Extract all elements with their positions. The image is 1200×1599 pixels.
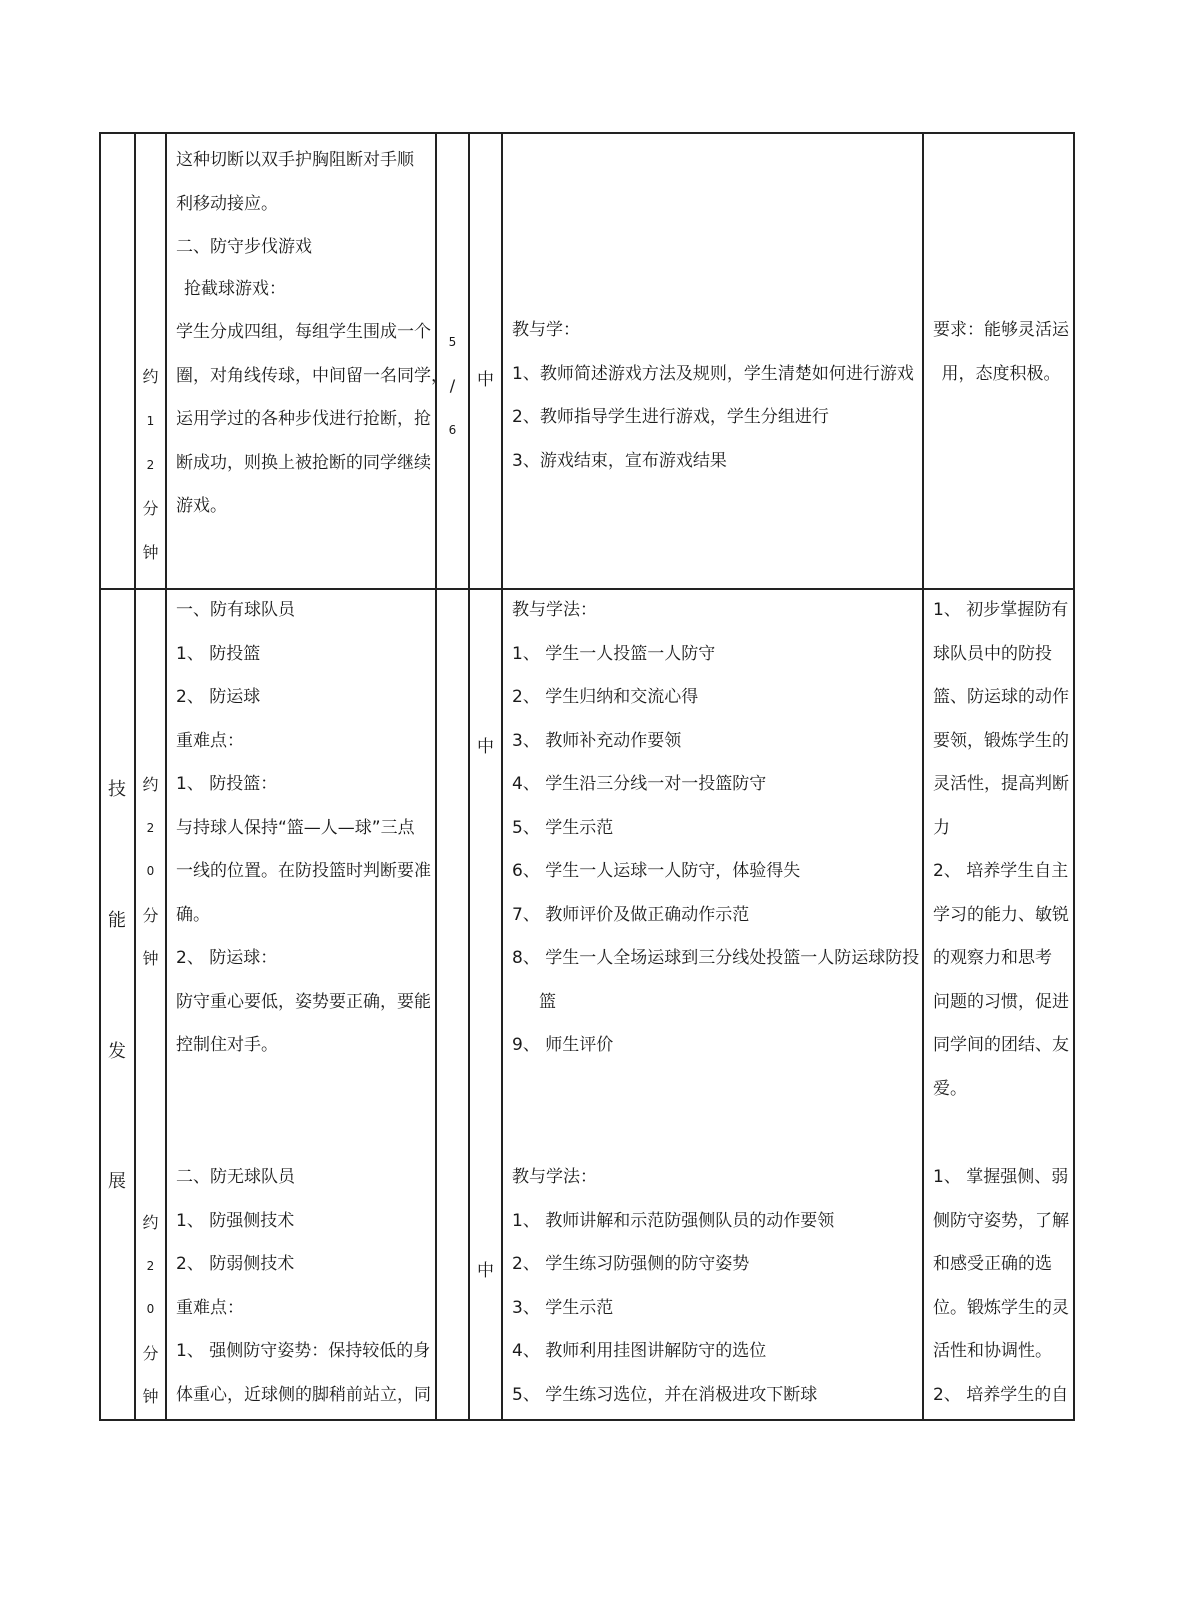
row1-method: [512, 309, 914, 483]
content-line: 2、 防运球：: [176, 948, 278, 968]
method-line: 教与学法：: [512, 1167, 597, 1187]
content-line: 断成功，则换上被抢断的同学继续: [176, 452, 431, 473]
goal-line: 用，态度积极。: [941, 363, 1061, 384]
time-char: 钟: [142, 543, 159, 562]
row1-intensity: 中: [477, 370, 494, 390]
method-line: 2、教师指导学生进行游戏，学生分组进行: [512, 407, 829, 427]
table-border-col6: [922, 132, 924, 1421]
method-line: 1、 教师讲解和示范防强侧队员的动作要领: [512, 1210, 835, 1231]
content-line: 圈，对角线传球，中间留一名同学，: [176, 365, 448, 386]
content-line: 控制住对手。: [176, 1035, 278, 1055]
goal-line: 同学间的团结、友: [933, 1035, 1069, 1055]
method-line: 5、 学生练习选位，并在消极进攻下断球: [512, 1384, 818, 1405]
content-line: 运用学过的各种步伐进行抢断，抢: [176, 409, 431, 429]
time-char: 钟: [142, 949, 159, 968]
time-char: 约: [142, 775, 159, 794]
content-line: 与持球人保持“篮—人—球”三点: [176, 817, 415, 838]
method-line: 1、 学生一人投篮一人防守: [512, 643, 716, 664]
content-line: 这种切断以双手护胸阻断对手顺: [176, 150, 414, 170]
row1-time-column: [136, 355, 165, 575]
method-line: 4、 学生沿三分线一对一投篮防守: [512, 774, 767, 794]
table-border-bottom: [99, 1419, 1075, 1421]
content-line: 利移动接应。: [176, 193, 278, 214]
content-line: 1、 强侧防守姿势：保持较低的身: [176, 1341, 431, 1361]
row2b-goal: [933, 1156, 1069, 1417]
method-line: 9、 师生评价: [512, 1035, 614, 1055]
time-char: 2: [146, 458, 155, 472]
content-line: 一线的位置。在防投篮时判断要准: [176, 861, 431, 881]
count-char: /: [449, 376, 456, 395]
row2a-time-column: [136, 763, 165, 981]
method-line: 2、 学生归纳和交流心得: [512, 687, 699, 707]
time-char: 分: [142, 1343, 159, 1363]
goal-line: 2、 培养学生自主: [933, 861, 1069, 881]
row2a-goal: [933, 589, 1069, 1111]
goal-line: 爱。: [933, 1078, 967, 1099]
content-line: 2、 防运球: [176, 687, 261, 707]
content-line: 二、防无球队员: [176, 1167, 295, 1187]
method-line: 篮: [512, 991, 557, 1012]
time-char: 约: [142, 1213, 159, 1232]
method-line: 8、 学生一人全场运球到三分线处投篮一人防运球防投: [512, 948, 920, 968]
section-label-char: 发: [108, 1041, 126, 1062]
row2b-intensity: 中: [477, 1261, 494, 1281]
table-border-col4: [468, 132, 470, 1421]
content-line: 1、 防投篮：: [176, 774, 278, 794]
row1-count-column: [437, 320, 468, 452]
content-line: 重难点：: [176, 730, 244, 751]
content-line: 1、 防强侧技术: [176, 1210, 295, 1231]
method-line: 6、 学生一人运球一人防守，体验得失: [512, 861, 801, 881]
method-line: 3、游戏结束，宣布游戏结果: [512, 450, 727, 471]
time-char: 1: [146, 414, 155, 428]
section-label-char: 能: [108, 910, 126, 931]
method-line: 教与学：: [512, 320, 580, 340]
row1-content: [176, 139, 448, 529]
content-line: 重难点：: [176, 1297, 244, 1318]
method-line: 5、 学生示范: [512, 817, 614, 838]
goal-line: 侧防守姿势，了解: [933, 1210, 1069, 1231]
row2a-method: [512, 589, 919, 1068]
count-char: 6: [448, 423, 457, 437]
method-line: 2、 学生练习防强侧的防守姿势: [512, 1254, 750, 1274]
time-char: 约: [142, 367, 159, 386]
content-line: 防守重心要低，姿势要正确，要能: [176, 991, 431, 1012]
row2a-content: [176, 589, 431, 1068]
method-line: 7、 教师评价及做正确动作示范: [512, 904, 750, 925]
goal-line: 要求：能够灵活运: [933, 320, 1069, 340]
content-line: 确。: [176, 904, 210, 925]
method-line: 3、 教师补充动作要领: [512, 730, 682, 751]
goal-line: 活性和协调性。: [933, 1341, 1052, 1361]
section-label-char: 展: [108, 1171, 126, 1192]
content-line: 2、 防弱侧技术: [176, 1254, 295, 1274]
time-char: 分: [142, 905, 159, 925]
time-char: 2: [146, 820, 155, 835]
content-line: 一、防有球队员: [176, 600, 295, 620]
time-char: 分: [142, 499, 159, 518]
content-line: 二、防守步伐游戏: [176, 237, 312, 257]
content-line: 1、 防投篮: [176, 643, 261, 664]
row2b-time-column: [136, 1201, 165, 1419]
method-line: 4、 教师利用挂图讲解防守的选位: [512, 1341, 767, 1361]
method-line: 教与学法：: [512, 600, 597, 620]
content-line: 学生分成四组，每组学生围成一个: [176, 322, 431, 342]
goal-line: 位。锻炼学生的灵: [933, 1297, 1069, 1318]
goal-line: 2、 培养学生的自: [933, 1384, 1069, 1405]
method-line: 1、教师简述游戏方法及规则，学生清楚如何进行游戏: [512, 363, 914, 384]
goal-line: 和感受正确的选: [933, 1254, 1052, 1274]
goal-line: 1、 初步掌握防有: [933, 600, 1069, 620]
goal-line: 力: [933, 817, 950, 838]
time-char: 0: [146, 1302, 155, 1316]
goal-line: 1、 掌握强侧、弱: [933, 1167, 1069, 1187]
table-border-right: [1073, 132, 1075, 1421]
row2a-intensity: 中: [477, 737, 494, 757]
table-border-col5: [501, 132, 503, 1421]
goal-line: 问题的习惯，促进: [933, 991, 1069, 1012]
time-char: 2: [146, 1258, 155, 1273]
row2b-method: [512, 1156, 834, 1417]
time-char: 钟: [142, 1387, 159, 1406]
table-border-col2: [165, 132, 167, 1421]
content-line: 抢截球游戏：: [184, 278, 286, 299]
goal-line: 的观察力和思考: [933, 948, 1052, 968]
count-char: 5: [448, 335, 457, 349]
goal-line: 球队员中的防投: [933, 643, 1052, 664]
content-line: 体重心，近球侧的脚稍前站立，同: [176, 1384, 431, 1405]
row1-goal: [933, 309, 1069, 396]
method-line: 3、 学生示范: [512, 1297, 614, 1318]
goal-line: 学习的能力、敏锐: [933, 904, 1069, 925]
goal-line: 篮、防运球的动作: [933, 687, 1069, 707]
row2b-content: [176, 1156, 431, 1417]
time-char: 0: [146, 864, 155, 878]
goal-line: 灵活性，提高判断: [933, 774, 1069, 794]
section-label-char: 技: [108, 779, 126, 800]
table-border-top: [99, 132, 1075, 134]
content-line: 游戏。: [176, 496, 227, 516]
goal-line: 要领，锻炼学生的: [933, 730, 1069, 751]
